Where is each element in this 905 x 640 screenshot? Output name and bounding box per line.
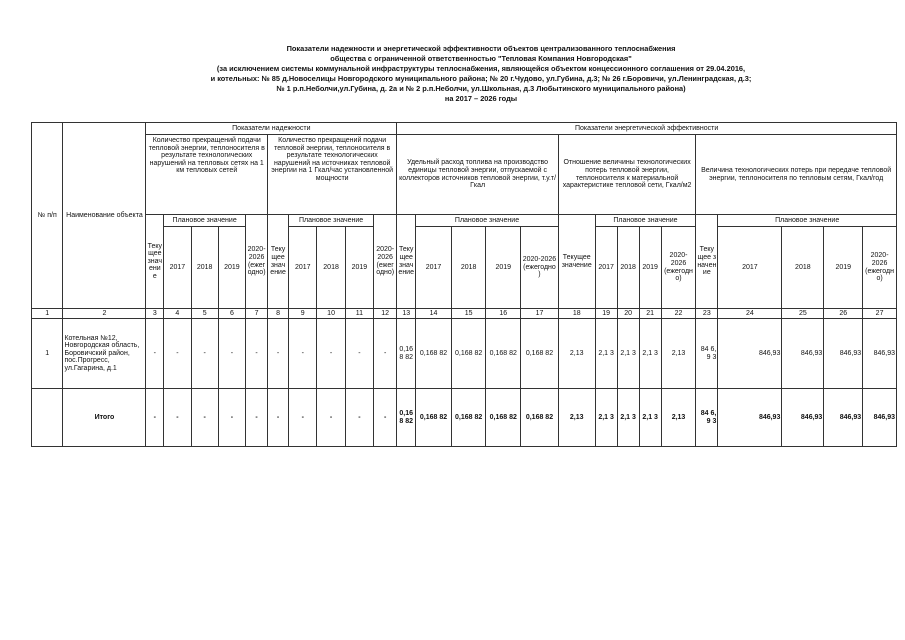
g3-title: Удельный расход топлива на производство единицы тепловой энергии, отпускаемой с коллекторов источников тепловой энергии, т.у.т/Гкал (397, 135, 559, 215)
g2-year-2019: 2019 (345, 227, 373, 309)
value-cell: - (374, 319, 397, 389)
g1-plan: Плановое значение (164, 215, 246, 227)
column-number-cell: 4 (164, 309, 191, 319)
value-cell: - (146, 389, 164, 447)
table-row (32, 319, 897, 389)
g2-year-2017: 2017 (289, 227, 317, 309)
value-cell: - (246, 319, 268, 389)
g5-title: Величина технологических потерь при передаче тепловой энергии, теплоносителя по тепловым сетям, Гкал/год (696, 135, 897, 215)
row-num (32, 389, 63, 447)
value-cell: 2,1 3 (595, 389, 617, 447)
g4-year-2018: 2018 (617, 227, 639, 309)
column-number-cell: 24 (718, 309, 782, 319)
g2-title: Количество прекращений подачи тепловой энергии, теплоносителя в результате технологических нарушений на источниках тепловой энергии на 1 Гкал/час установленной мощности (268, 135, 397, 215)
column-number-cell: 2 (63, 309, 146, 319)
g4-year-2017: 2017 (595, 227, 617, 309)
title-line-4: и котельных: № 85 д.Новоселицы Новгородского муниципального района; № 20 г.Чудово, ул.Губина, д.3; № 26 г.Боровичи, ул.Ленинградская, д.3; (210, 74, 752, 83)
column-number-cell: 7 (246, 309, 268, 319)
value-cell: - (289, 319, 317, 389)
column-number-cell: 25 (782, 309, 824, 319)
value-cell: 846,93 (782, 389, 824, 447)
g4-plan: Плановое значение (595, 215, 696, 227)
header-num: № п/п (32, 123, 63, 309)
g5-year-2020-2026: 2020-2026 (ежегодно) (863, 227, 897, 309)
value-cell: 0,168 82 (416, 319, 452, 389)
column-numbers-row (32, 309, 897, 319)
title-line-2: общества с ограниченной ответственностью "Тепловая Компания Новгородская" (330, 54, 632, 63)
value-cell: - (317, 389, 345, 447)
value-cell: 0,168 82 (451, 389, 486, 447)
g5-year-2018: 2018 (782, 227, 824, 309)
value-cell: 0,168 82 (416, 389, 452, 447)
g4-title: Отношение величины технологических потерь тепловой энергии, теплоносителя к материальной характеристике тепловой сети, Гкал/м2 (558, 135, 695, 215)
column-number-cell: 12 (374, 309, 397, 319)
g1-year-2019: 2019 (218, 227, 245, 309)
value-cell: 846,93 (824, 389, 863, 447)
header-name: Наименование объекта (63, 123, 146, 309)
g5-year-2017: 2017 (718, 227, 782, 309)
g1-current: Текущее значение (146, 215, 164, 309)
column-number-cell: 27 (863, 309, 897, 319)
value-cell: 846,93 (782, 319, 824, 389)
value-cell: 846,93 (863, 389, 897, 447)
value-cell: 84 6,9 3 (696, 319, 718, 389)
column-number-cell: 23 (696, 309, 718, 319)
value-cell: 2,1 3 (617, 389, 639, 447)
g2-plan: Плановое значение (289, 215, 374, 227)
g3-year-2019: 2019 (486, 227, 521, 309)
value-cell: - (345, 319, 373, 389)
value-cell: 2,1 3 (595, 319, 617, 389)
g1-year-2017: 2017 (164, 227, 191, 309)
g3-year-2020-2026: 2020-2026 (ежегодно) (521, 227, 559, 309)
value-cell: 2,13 (558, 389, 595, 447)
column-number-cell: 8 (268, 309, 289, 319)
value-cell: - (289, 389, 317, 447)
column-number-cell: 10 (317, 309, 345, 319)
value-cell: 84 6,9 3 (696, 389, 718, 447)
g1-year-2020-2026: 2020-2026 (ежегодно) (246, 215, 268, 309)
value-cell: - (374, 389, 397, 447)
value-cell: 846,93 (863, 319, 897, 389)
value-cell: - (246, 389, 268, 447)
value-cell: 0,168 82 (397, 319, 416, 389)
value-cell: 2,1 3 (639, 389, 661, 447)
column-number-cell: 17 (521, 309, 559, 319)
g1-year-2018: 2018 (191, 227, 218, 309)
column-number-cell: 22 (661, 309, 696, 319)
value-cell: 0,168 82 (486, 319, 521, 389)
g3-current: Текущее значение (397, 215, 416, 309)
g4-current: Текущее значение (558, 215, 595, 309)
row-name: Котельная №12, Новгородская область, Боровичский район, пос.Прогресс, ул.Гагарина, д.1 (63, 319, 146, 389)
g2-year-2020-2026: 2020-2026 (ежегодно) (374, 215, 397, 309)
column-number-cell: 1 (32, 309, 63, 319)
column-number-cell: 18 (558, 309, 595, 319)
value-cell: 0,168 82 (521, 389, 559, 447)
value-cell: - (146, 319, 164, 389)
value-cell: - (218, 389, 245, 447)
value-cell: 0,168 82 (521, 319, 559, 389)
value-cell: - (268, 389, 289, 447)
value-cell: 2,13 (661, 319, 696, 389)
g3-plan: Плановое значение (416, 215, 559, 227)
column-number-cell: 11 (345, 309, 373, 319)
column-number-cell: 26 (824, 309, 863, 319)
value-cell: 0,168 82 (451, 319, 486, 389)
value-cell: 0,168 82 (486, 389, 521, 447)
g5-year-2019: 2019 (824, 227, 863, 309)
g2-year-2018: 2018 (317, 227, 345, 309)
g5-current: Текущее значение (696, 215, 718, 309)
value-cell: - (191, 389, 218, 447)
value-cell: - (191, 319, 218, 389)
g3-year-2018: 2018 (451, 227, 486, 309)
title-line-6: на 2017 – 2026 годы (444, 94, 518, 103)
value-cell: - (268, 319, 289, 389)
g4-year-2020-2026: 2020-2026 (ежегодно) (661, 227, 696, 309)
value-cell: - (164, 389, 191, 447)
value-cell: - (164, 319, 191, 389)
value-cell: 2,13 (661, 389, 696, 447)
value-cell: - (317, 319, 345, 389)
value-cell: 846,93 (718, 319, 782, 389)
column-number-cell: 19 (595, 309, 617, 319)
column-number-cell: 14 (416, 309, 452, 319)
value-cell: 2,1 3 (639, 319, 661, 389)
column-number-cell: 16 (486, 309, 521, 319)
title-line-3: (за исключением системы коммунальной инфраструктуры теплоснабжения, являющейся объектом концессионного соглашения от 29.04.2016, (216, 64, 746, 73)
value-cell: 2,13 (558, 319, 595, 389)
g4-year-2019: 2019 (639, 227, 661, 309)
column-number-cell: 6 (218, 309, 245, 319)
title-line-5: № 1 р.п.Неболчи,ул.Губина, д. 2а и № 2 р.п.Неболчи, ул.Школьная, д.3 Любытинского муниципального района) (276, 84, 686, 93)
title-line-1: Показатели надежности и энергетической эффективности объектов централизованного теплоснабжения (286, 44, 676, 53)
column-number-cell: 20 (617, 309, 639, 319)
value-cell: 2,1 3 (617, 319, 639, 389)
column-number-cell: 3 (146, 309, 164, 319)
column-number-cell: 15 (451, 309, 486, 319)
value-cell: 846,93 (824, 319, 863, 389)
column-number-cell: 21 (639, 309, 661, 319)
header-efficiency: Показатели энергетической эффективности (397, 123, 897, 135)
column-number-cell: 5 (191, 309, 218, 319)
row-name: Итого (63, 389, 146, 447)
column-number-cell: 13 (397, 309, 416, 319)
header-reliability: Показатели надежности (146, 123, 397, 135)
g1-title: Количество прекращений подачи тепловой энергии, теплоносителя в результате технологических нарушений на тепловых сетях на 1 км тепловых сетей (146, 135, 268, 215)
g2-current: Текущее значение (268, 215, 289, 309)
value-cell: - (345, 389, 373, 447)
row-num: 1 (32, 319, 63, 389)
table-row-total (32, 389, 897, 447)
value-cell: 0,168 82 (397, 389, 416, 447)
g3-year-2017: 2017 (416, 227, 452, 309)
column-number-cell: 9 (289, 309, 317, 319)
value-cell: 846,93 (718, 389, 782, 447)
value-cell: - (218, 319, 245, 389)
g5-plan: Плановое значение (718, 215, 897, 227)
indicators-table (31, 122, 897, 447)
